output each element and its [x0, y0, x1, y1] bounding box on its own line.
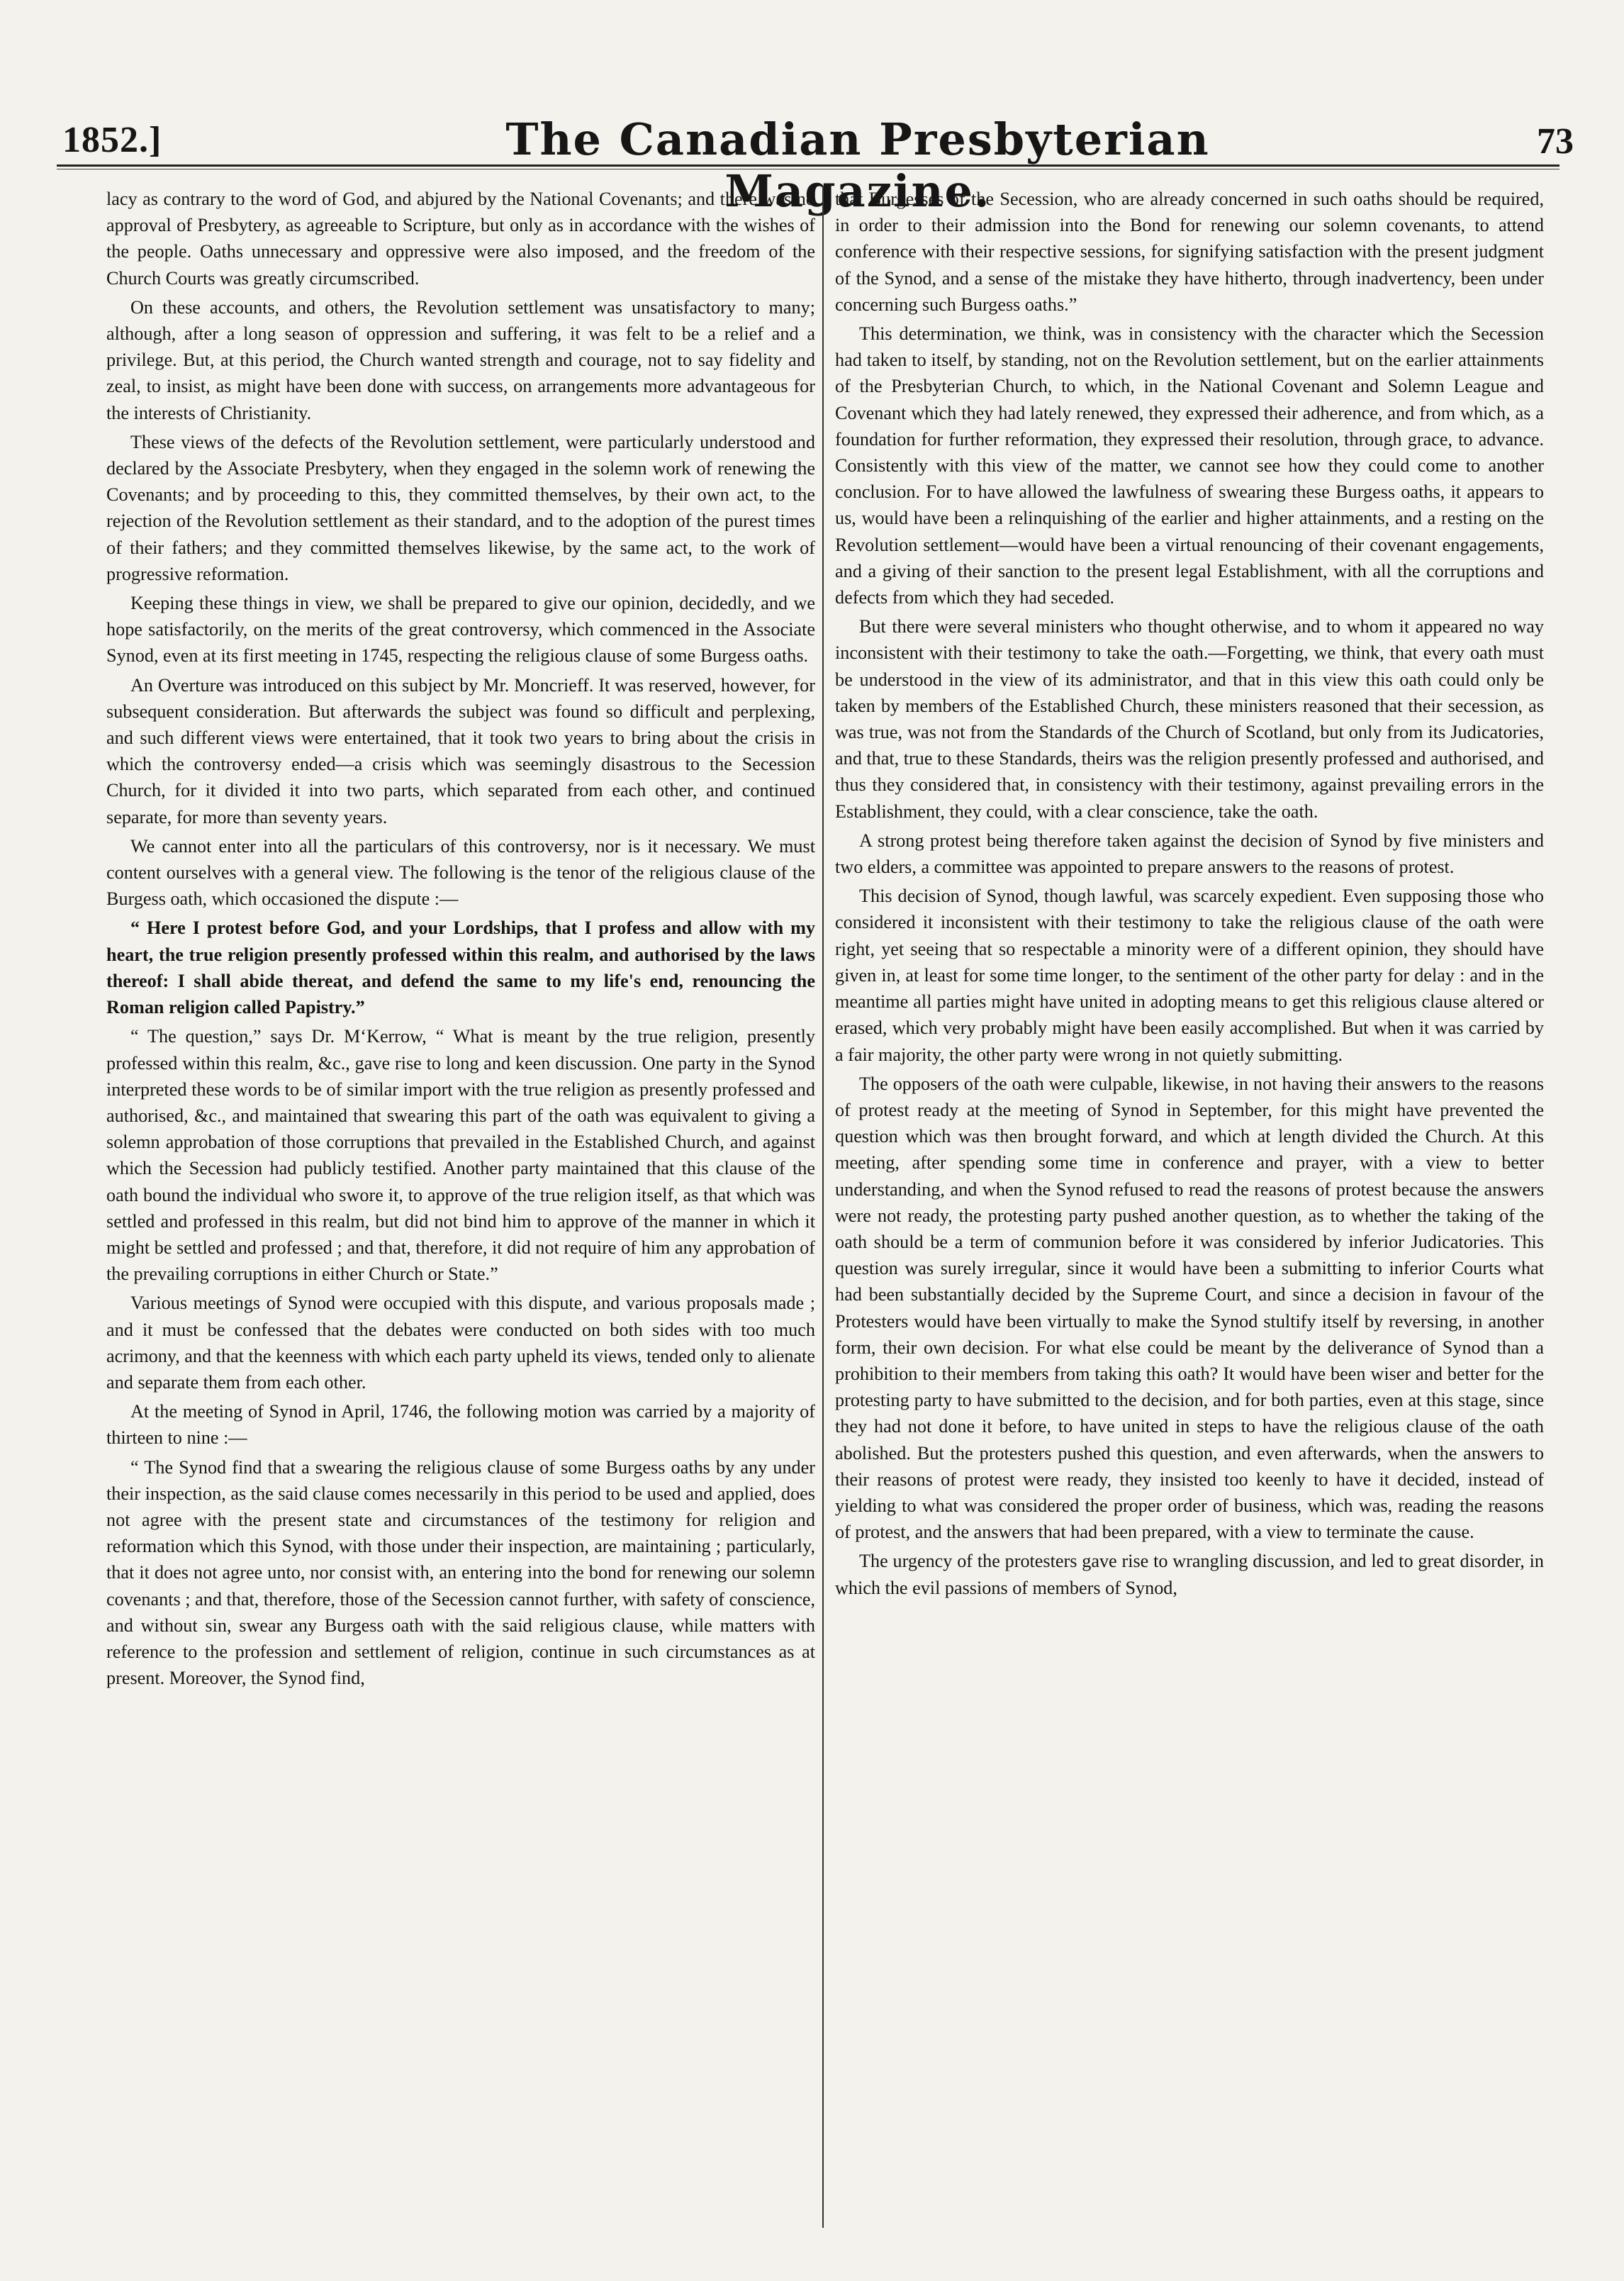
column-divider	[822, 186, 824, 2228]
paragraph: “ The question,” says Dr. M‘Kerrow, “ What is meant by the true religion, presently professed within this realm, &c., gave rise to long and keen discussion. One party in the Synod interpreted these words to be of similar import with the true religion as presently professed and authorised, &c., and maintained that swearing this part of the oath was equivalent to giving a solemn approbation of those corruptions that prevailed in the Established Church, and against which the Secession had publicly testified. Another party maintained that this clause of the oath bound the individual who swore it, to approve of the true religion itself, as that which was settled and professed in this realm, but did not bind him to approve of the manner in which it might be settled and professed ; and that, therefore, it did not require of him any approbation of the prevailing corruptions in either Church or State.”	[106, 1026, 815, 1285]
paragraph: This decision of Synod, though lawful, was scarcely expedient. Even supposing those who considered it inconsistent with their testimony to take the religious clause of the oath were right, yet seeing that so respectable a minority were of a different opinion, they should have given in, at least for some time longer, to the sentiment of the other party for delay : and in the meantime all parties might have united in adopting means to get this religious clause altered or erased, which very probably might have been easily accomplished. But when it was carried by a fair majority, the other party were wrong in not quietly submitting.	[835, 886, 1544, 1065]
paragraph: These views of the defects of the Revolution settlement, were particularly understood and declared by the Associate Presbytery, when they engaged in the solemn work of renewing the Covenants; and by proceeding to this, they committed themselves, by their own act, to the rejection of the Revolution settlement as their standard, and to the adoption of the purest times of their fathers; and they committed themselves likewise, by the same act, to the work of progressive reformation.	[106, 431, 815, 584]
burgess-oath-quote: “ Here I protest before God, and your Lordships, that I profess and allow with my heart, the true religion presently professed within this realm, and authorised by the laws thereof: I shall abide thereat, and defend the same to my life's end, renouncing the Roman religion called Papistry.”	[106, 918, 815, 1018]
paragraph: This determination, we think, was in consistency with the character which the Secession had taken to itself, by standing, not on the Revolution settlement, but on the earlier attainments of the Presbyterian Church, to which, in the National Covenant and Solemn League and Covenant which they had lately renewed, they expressed their adherence, and from which, as a foundation for further reformation, they expressed their resolution, through grace, to advance. Consistently with this view of the matter, we cannot see how they could come to another conclusion. For to have allowed the lawfulness of swearing these Burgess oaths, it appears to us, would have been a relinquishing of the earlier and higher attainments, and a resting on the Revolution settlement—would have been a virtual renouncing of their covenant engagements, and a giving of their sanction to the present legal Establishment, with all the corruptions and defects from which they had seceded.	[835, 323, 1544, 608]
synod-motion-quote: “ The Synod find that a swearing the religious clause of some Burgess oaths by any under their inspection, as the said clause comes necessarily in this period to be used and applied, does not agree with the present state and circumstances of the testimony for religion and reformation which this Synod, with those under their inspection, are maintaining ; particularly, that it does not agree unto, nor consist with, an entering into the bond for renewing our solemn covenants ; and that, therefore, those of the Secession cannot further, with safety of conscience, and without sin, swear any Burgess oath with the said religious clause, while matters with reference to the profession and settlement of religion, continue in such circumstances as at present. Moreover, the Synod find,	[106, 1456, 815, 1689]
header-rule	[57, 164, 1559, 169]
left-column	[106, 186, 815, 1694]
paragraph: At the meeting of Synod in April, 1746, the following motion was carried by a majority of thirteen to nine :—	[106, 1401, 815, 1449]
paragraph: On these accounts, and others, the Revolution settlement was unsatisfactory to many; although, after a long season of oppression and suffering, it was felt to be a relief and a privilege. But, at this period, the Church wanted strength and courage, not to say fidelity and zeal, to insist, as might have been done with success, on arrangements more advantageous for the interests of Christianity.	[106, 296, 815, 423]
paragraph: Various meetings of Synod were occupied with this dispute, and various proposals made ; and it must be confessed that the debates were conducted on both sides with too much acrimony, and that the keenness with which each party upheld its views, tended only to alienate and separate them from each other.	[106, 1293, 815, 1393]
paragraph: lacy as contrary to the word of God, and abjured by the National Covenants; and there was no approval of Presbytery, as agreeable to Scripture, but only as in accordance with the wishes of the people. Oaths unnecessary and oppressive were also imposed, and the freedom of the Church Courts was greatly circumscribed.	[106, 189, 815, 289]
paragraph: We cannot enter into all the particulars of this controversy, nor is it necessary. We must content ourselves with a general view. The following is the tenor of the religious clause of the Burgess oath, which occasioned the dispute :—	[106, 835, 815, 910]
paragraph: that Burgesses of the Secession, who are already concerned in such oaths should be required, in order to their admission into the Bond for renewing our solemn covenants, to attend conference with their respective sessions, for signifying satisfaction with the present judgment of the Synod, and a sense of the mistake they have hitherto, through inadvertency, been under concerning such Burgess oaths.”	[835, 189, 1544, 315]
paragraph: Keeping these things in view, we shall be prepared to give our opinion, decidedly, and we hope satisfactorily, on the merits of the great controversy, which commenced in the Associate Synod, even at its first meeting in 1745, respecting the religious clause of some Burgess oaths.	[106, 593, 815, 667]
page-number: 73	[1537, 121, 1574, 162]
paragraph: A strong protest being therefore taken against the decision of Synod by five ministers and two elders, a committee was appointed to prepare answers to the reasons of protest.	[835, 830, 1544, 878]
paragraph: The urgency of the protesters gave rise to wrangling discussion, and led to great disorder, in which the evil passions of members of Synod,	[835, 1551, 1544, 1598]
paragraph: An Overture was introduced on this subject by Mr. Moncrieff. It was reserved, however, for subsequent consideration. But afterwards the subject was found so difficult and perplexing, and such different views were entertained, that it took two years to bring about the crisis in which the controversy ended—a crisis which was seemingly disastrous to the Secession Church, for it divided it into two parts, which separated from each other, and continued separate, for more than seventy years.	[106, 674, 815, 827]
paragraph: The opposers of the oath were culpable, likewise, in not having their answers to the reasons of protest ready at the meeting of Synod in September, for this might have prevented the question which was then brought forward, and which at length divided the Church. At this meeting, after spending some time in conference and prayer, with a view to better understanding, and when the Synod refused to read the reasons of protest because the answers were not ready, the protesting party pushed another question, as to whether the taking of the oath should be a term of communion before it was considered by inferior Judicatories. This question was surely irregular, since it would have been a submitting to inferior Courts what had been substantially decided by the Supreme Court, and since a decision in favour of the Protesters would have been virtually to make the Synod stultify itself by reversing, in another form, their own decision. For what else could be meant by the deliverance of Synod than a prohibition to their members from taking this oath? It would have been wiser and better for the protesting party to have submitted to the decision, and for both parties, even at this stage, since they had not done it before, to have united in steps to have the religious clause of the oath abolished. But the protesters pushed this question, and even afterwards, when the answers to their reasons of protest were ready, they insisted too keenly to have it decided, instead of yielding to what was considered the proper order of business, which was, reading the reasons of protest, and the answers that had been prepared, with a view to terminate the cause.	[835, 1073, 1544, 1543]
header-year: 1852.]	[62, 120, 162, 160]
paragraph: But there were several ministers who thought otherwise, and to whom it appeared no way inconsistent with their testimony to take the oath.—Forgetting, we think, that every oath must be understood in the view of its administrator, and that in this view this oath could only be taken by members of the Established Church, these ministers reasoned that their secession, as was true, was not from the Standards of the Church of Scotland, but only from its Judicatories, and that, true to these Standards, theirs was the religion presently professed and authorised, and thus they considered that, in consistency with their testimony, against prevailing errors in the Establishment, they could, with a clear conscience, take the oath.	[835, 616, 1544, 822]
right-column	[835, 186, 1544, 1604]
header-title: The Canadian Presbyterian Magazine.	[505, 113, 1210, 217]
